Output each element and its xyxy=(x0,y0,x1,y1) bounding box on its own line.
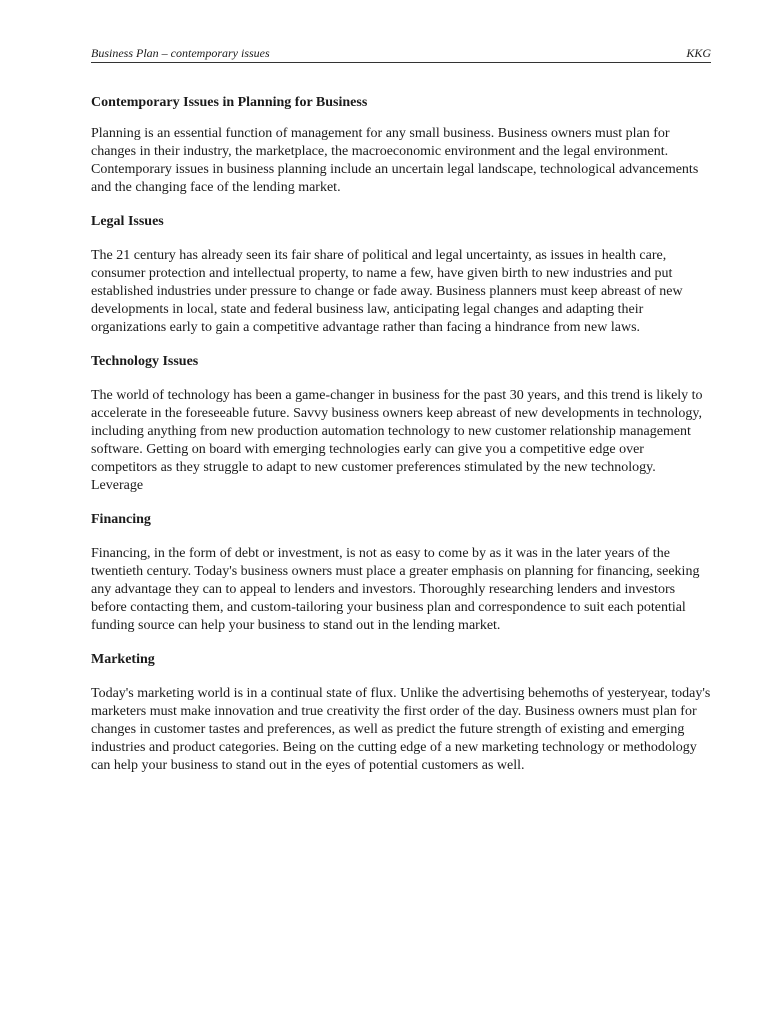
section-legal-issues xyxy=(91,213,711,337)
section-paragraph: The world of technology has been a game-changer in business for the past 30 years, and this trend is likely to accelerate in the foreseeable future. Savvy business owners keep abreast of new developments in technology, including anything from new production automation technology to new customer relationship management software. Getting on board with emerging technologies early can give you a competitive edge over competitors as they struggle to adapt to new customer preferences stimulated by the new technology. Leverage xyxy=(91,388,703,493)
section-technology-issues xyxy=(91,353,711,495)
section-heading: Marketing xyxy=(91,652,155,667)
section-paragraph: The 21 century has already seen its fair share of political and legal uncertainty, as issues in health care, consumer protection and intellectual property, to name a few, have given birth to new industries and put established industries under pressure to change or fade away. Business planners must keep abreast of new developments in local, state and federal business law, anticipating legal changes and adapting their organizations early to gain a competitive advantage rather than facing a hindrance from new laws. xyxy=(91,248,683,335)
document-title: Contemporary Issues in Planning for Business xyxy=(91,95,368,110)
header-initials: KKG xyxy=(686,46,711,60)
header-title: Business Plan – contemporary issues xyxy=(91,46,270,60)
section-paragraph: Today's marketing world is in a continual state of flux. Unlike the advertising behemoths of yesteryear, today's marketers must make innovation and true creativity the first order of the day. Business owners must plan for changes in customer tastes and preferences, as well as predict the future strength of existing and emerging industries and product categories. Being on the cutting edge of a new marketing technology or methodology can help your business to stand out in the eyes of potential customers as well. xyxy=(91,686,711,773)
document-body xyxy=(91,94,711,791)
section-marketing xyxy=(91,651,711,775)
section-heading: Financing xyxy=(91,512,151,527)
section-heading: Legal Issues xyxy=(91,214,164,229)
section-paragraph: Financing, in the form of debt or investment, is not as easy to come by as it was in the later years of the twentieth century. Today's business owners must place a greater emphasis on planning for financing, seeking any advantage they can to appeal to lenders and investors. Thoroughly researching lenders and investors before contacting them, and custom-tailoring your business plan and correspondence to suit each potential funding source can help your business to stand out in the lending market. xyxy=(91,546,700,633)
section-financing xyxy=(91,511,711,635)
page-header xyxy=(91,44,711,63)
section-heading: Technology Issues xyxy=(91,354,199,369)
intro-paragraph: Planning is an essential function of management for any small business. Business owners must plan for changes in their industry, the marketplace, the macroeconomic environment and the legal environment. Contemporary issues in business planning include an uncertain legal landscape, technological advancements and the changing face of the lending market. xyxy=(91,126,699,195)
